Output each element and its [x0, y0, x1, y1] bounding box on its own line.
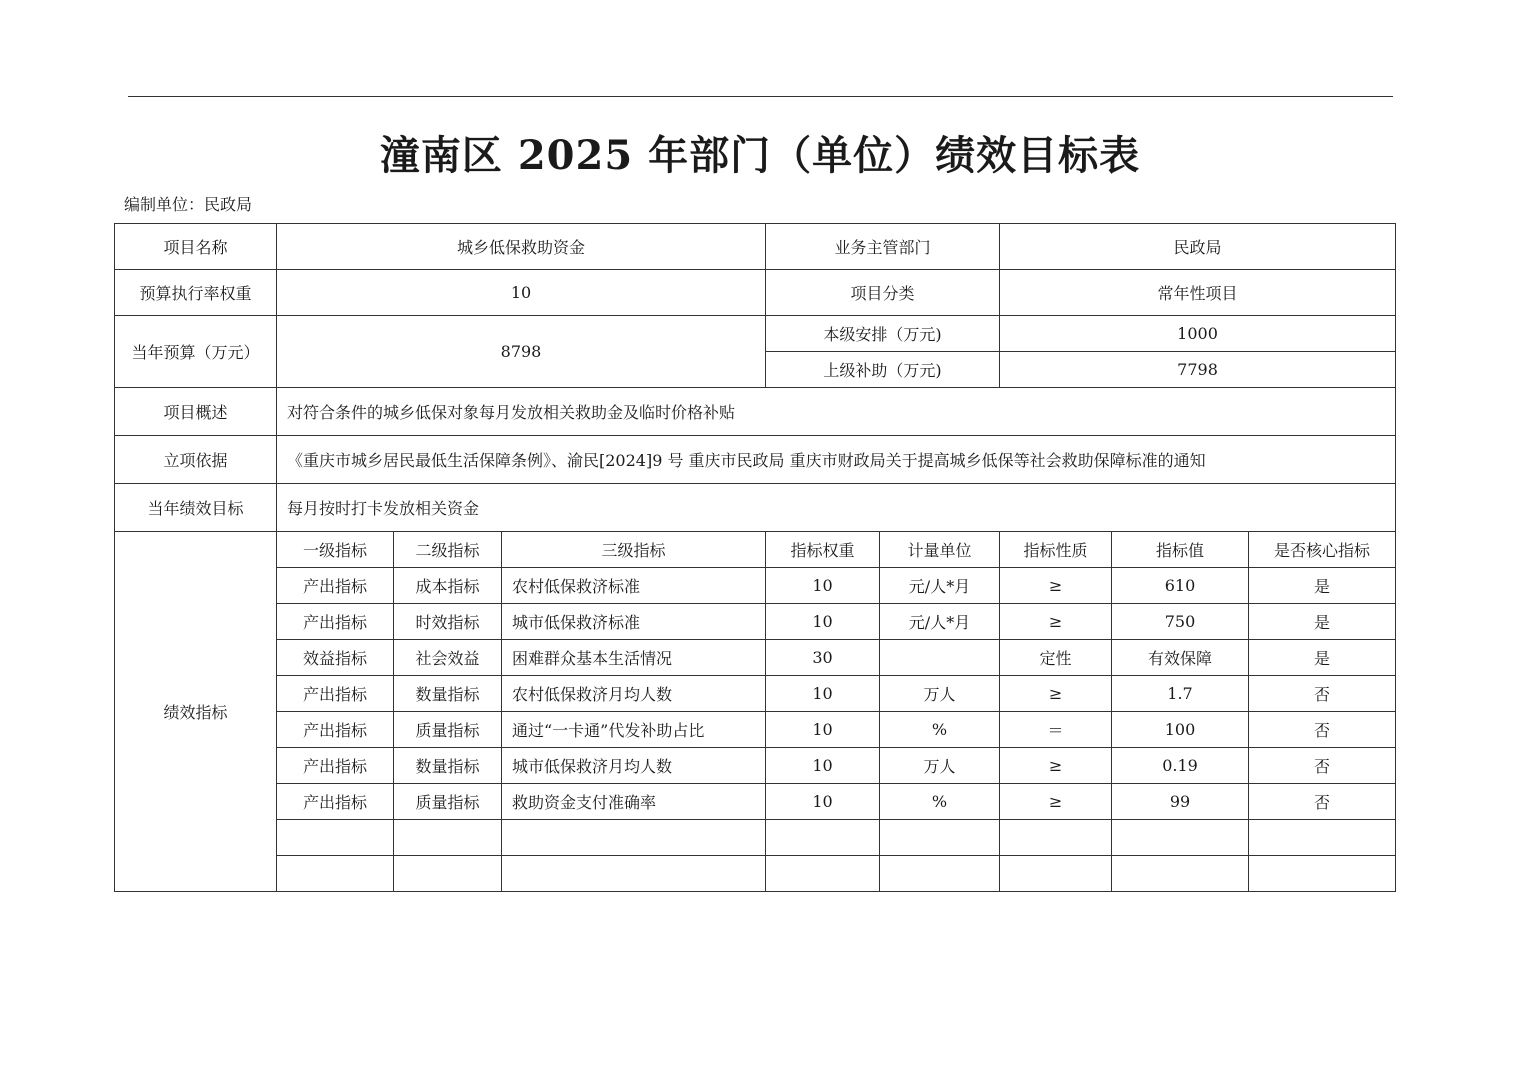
indicator-cell [1112, 856, 1249, 892]
goal-label: 当年绩效目标 [115, 484, 277, 532]
local-label: 本级安排（万元) [766, 316, 1000, 352]
indicator-row [115, 712, 1396, 748]
org-unit-label: 编制单位：民政局 [124, 195, 253, 214]
indicator-cell: 通过“一卡通”代发补助占比 [502, 712, 766, 748]
indicator-cell: 是 [1249, 568, 1396, 604]
indicator-header-cell: 指标值 [1112, 532, 1249, 568]
indicator-cell: ≥ [1000, 604, 1112, 640]
indicator-cell: 效益指标 [277, 640, 394, 676]
dept-label: 业务主管部门 [766, 224, 1000, 270]
indicator-cell: % [880, 784, 1000, 820]
indicator-cell: 产出指标 [277, 676, 394, 712]
row-basis [115, 436, 1396, 484]
indicator-cell: ≥ [1000, 784, 1112, 820]
indicator-cell [766, 856, 880, 892]
indicator-cell: 10 [766, 568, 880, 604]
upper-value: 7798 [1000, 352, 1396, 388]
indicator-cell: 10 [766, 604, 880, 640]
indicator-cell: ≥ [1000, 676, 1112, 712]
indicator-row [115, 856, 1396, 892]
indicator-row [115, 568, 1396, 604]
indicator-cell [1249, 820, 1396, 856]
indicator-row [115, 748, 1396, 784]
indicator-cell [394, 820, 502, 856]
page-title: 潼南区 2025 年部门（单位）绩效目标表 [379, 132, 1141, 179]
indicator-cell: 农村低保救济标准 [502, 568, 766, 604]
indicator-cell: 10 [766, 676, 880, 712]
indicator-row [115, 784, 1396, 820]
indicator-header-cell: 指标性质 [1000, 532, 1112, 568]
local-value: 1000 [1000, 316, 1396, 352]
indicator-cell: 农村低保救济月均人数 [502, 676, 766, 712]
indicator-cell: % [880, 712, 1000, 748]
indicator-cell: 100 [1112, 712, 1249, 748]
indicator-cell: 元/人*月 [880, 568, 1000, 604]
indicator-header-row [115, 532, 1396, 568]
row-goal [115, 484, 1396, 532]
indicator-row [115, 820, 1396, 856]
indicator-cell [766, 820, 880, 856]
indicator-cell [1000, 856, 1112, 892]
indicator-cell: ≥ [1000, 748, 1112, 784]
category-label: 项目分类 [766, 270, 1000, 316]
indicator-cell [277, 820, 394, 856]
indicator-cell: 产出指标 [277, 784, 394, 820]
performance-target-table [114, 223, 1396, 892]
indicator-cell: 有效保障 [1112, 640, 1249, 676]
indicator-cell: 10 [766, 748, 880, 784]
indicator-cell: 元/人*月 [880, 604, 1000, 640]
indicator-cell: 0.19 [1112, 748, 1249, 784]
upper-label: 上级补助（万元) [766, 352, 1000, 388]
indicator-cell: 产出指标 [277, 568, 394, 604]
indicator-cell [502, 856, 766, 892]
dept-value: 民政局 [1000, 224, 1396, 270]
indicator-cell: 定性 [1000, 640, 1112, 676]
overview-value: 对符合条件的城乡低保对象每月发放相关救助金及临时价格补贴 [277, 388, 1396, 436]
indicator-cell: 610 [1112, 568, 1249, 604]
indicator-cell: 10 [766, 784, 880, 820]
indicator-cell: 是 [1249, 604, 1396, 640]
indicator-cell: 否 [1249, 712, 1396, 748]
indicator-cell: 万人 [880, 748, 1000, 784]
indicator-row [115, 604, 1396, 640]
indicator-header-cell: 是否核心指标 [1249, 532, 1396, 568]
indicator-cell: 否 [1249, 784, 1396, 820]
indicator-cell: 城市低保救济标准 [502, 604, 766, 640]
row-budget [115, 316, 1396, 352]
indicator-cell: 成本指标 [394, 568, 502, 604]
indicator-cell [394, 856, 502, 892]
weight-label: 预算执行率权重 [115, 270, 277, 316]
indicator-cell: 数量指标 [394, 676, 502, 712]
overview-label: 项目概述 [115, 388, 277, 436]
project-name-label: 项目名称 [115, 224, 277, 270]
project-name-value: 城乡低保救助资金 [277, 224, 766, 270]
indicator-cell: 是 [1249, 640, 1396, 676]
budget-label: 当年预算（万元） [115, 316, 277, 388]
indicator-cell: 10 [766, 712, 880, 748]
indicator-cell: 产出指标 [277, 748, 394, 784]
indicator-row [115, 640, 1396, 676]
weight-value: 10 [277, 270, 766, 316]
row-weight [115, 270, 1396, 316]
indicator-cell: 产出指标 [277, 604, 394, 640]
indicator-cell: 城市低保救济月均人数 [502, 748, 766, 784]
indicator-cell: 质量指标 [394, 712, 502, 748]
indicator-cell [277, 856, 394, 892]
indicator-cell: 99 [1112, 784, 1249, 820]
indicator-cell [502, 820, 766, 856]
goal-value: 每月按时打卡发放相关资金 [277, 484, 1396, 532]
indicator-cell: 产出指标 [277, 712, 394, 748]
indicator-header-cell: 计量单位 [880, 532, 1000, 568]
indicator-cell: 数量指标 [394, 748, 502, 784]
indicator-cell: ≥ [1000, 568, 1112, 604]
indicator-cell: 否 [1249, 748, 1396, 784]
indicator-cell [1112, 820, 1249, 856]
indicator-cell: 万人 [880, 676, 1000, 712]
row-overview [115, 388, 1396, 436]
indicator-cell: 1.7 [1112, 676, 1249, 712]
indicator-cell: 困难群众基本生活情况 [502, 640, 766, 676]
indicator-cell: ＝ [1000, 712, 1112, 748]
indicator-cell [880, 820, 1000, 856]
indicator-cell [880, 856, 1000, 892]
budget-value: 8798 [277, 316, 766, 388]
basis-label: 立项依据 [115, 436, 277, 484]
indicators-label: 绩效指标 [115, 532, 277, 892]
indicator-cell [1249, 856, 1396, 892]
indicator-header-cell: 一级指标 [277, 532, 394, 568]
basis-value: 《重庆市城乡居民最低生活保障条例》、渝民[2024]9 号 重庆市民政局 重庆市财政局关于提高城乡低保等社会救助保障标准的通知 [277, 436, 1396, 484]
indicator-row [115, 676, 1396, 712]
indicator-cell: 否 [1249, 676, 1396, 712]
category-value: 常年性项目 [1000, 270, 1396, 316]
indicator-cell: 救助资金支付准确率 [502, 784, 766, 820]
indicator-header-cell: 指标权重 [766, 532, 880, 568]
row-project-name [115, 224, 1396, 270]
indicator-cell [1000, 820, 1112, 856]
header-rule [128, 96, 1393, 97]
indicator-header-cell: 二级指标 [394, 532, 502, 568]
indicator-cell: 30 [766, 640, 880, 676]
indicator-cell: 时效指标 [394, 604, 502, 640]
indicator-cell: 750 [1112, 604, 1249, 640]
indicator-header-cell: 三级指标 [502, 532, 766, 568]
indicator-cell: 质量指标 [394, 784, 502, 820]
indicator-cell: 社会效益 [394, 640, 502, 676]
indicator-cell [880, 640, 1000, 676]
